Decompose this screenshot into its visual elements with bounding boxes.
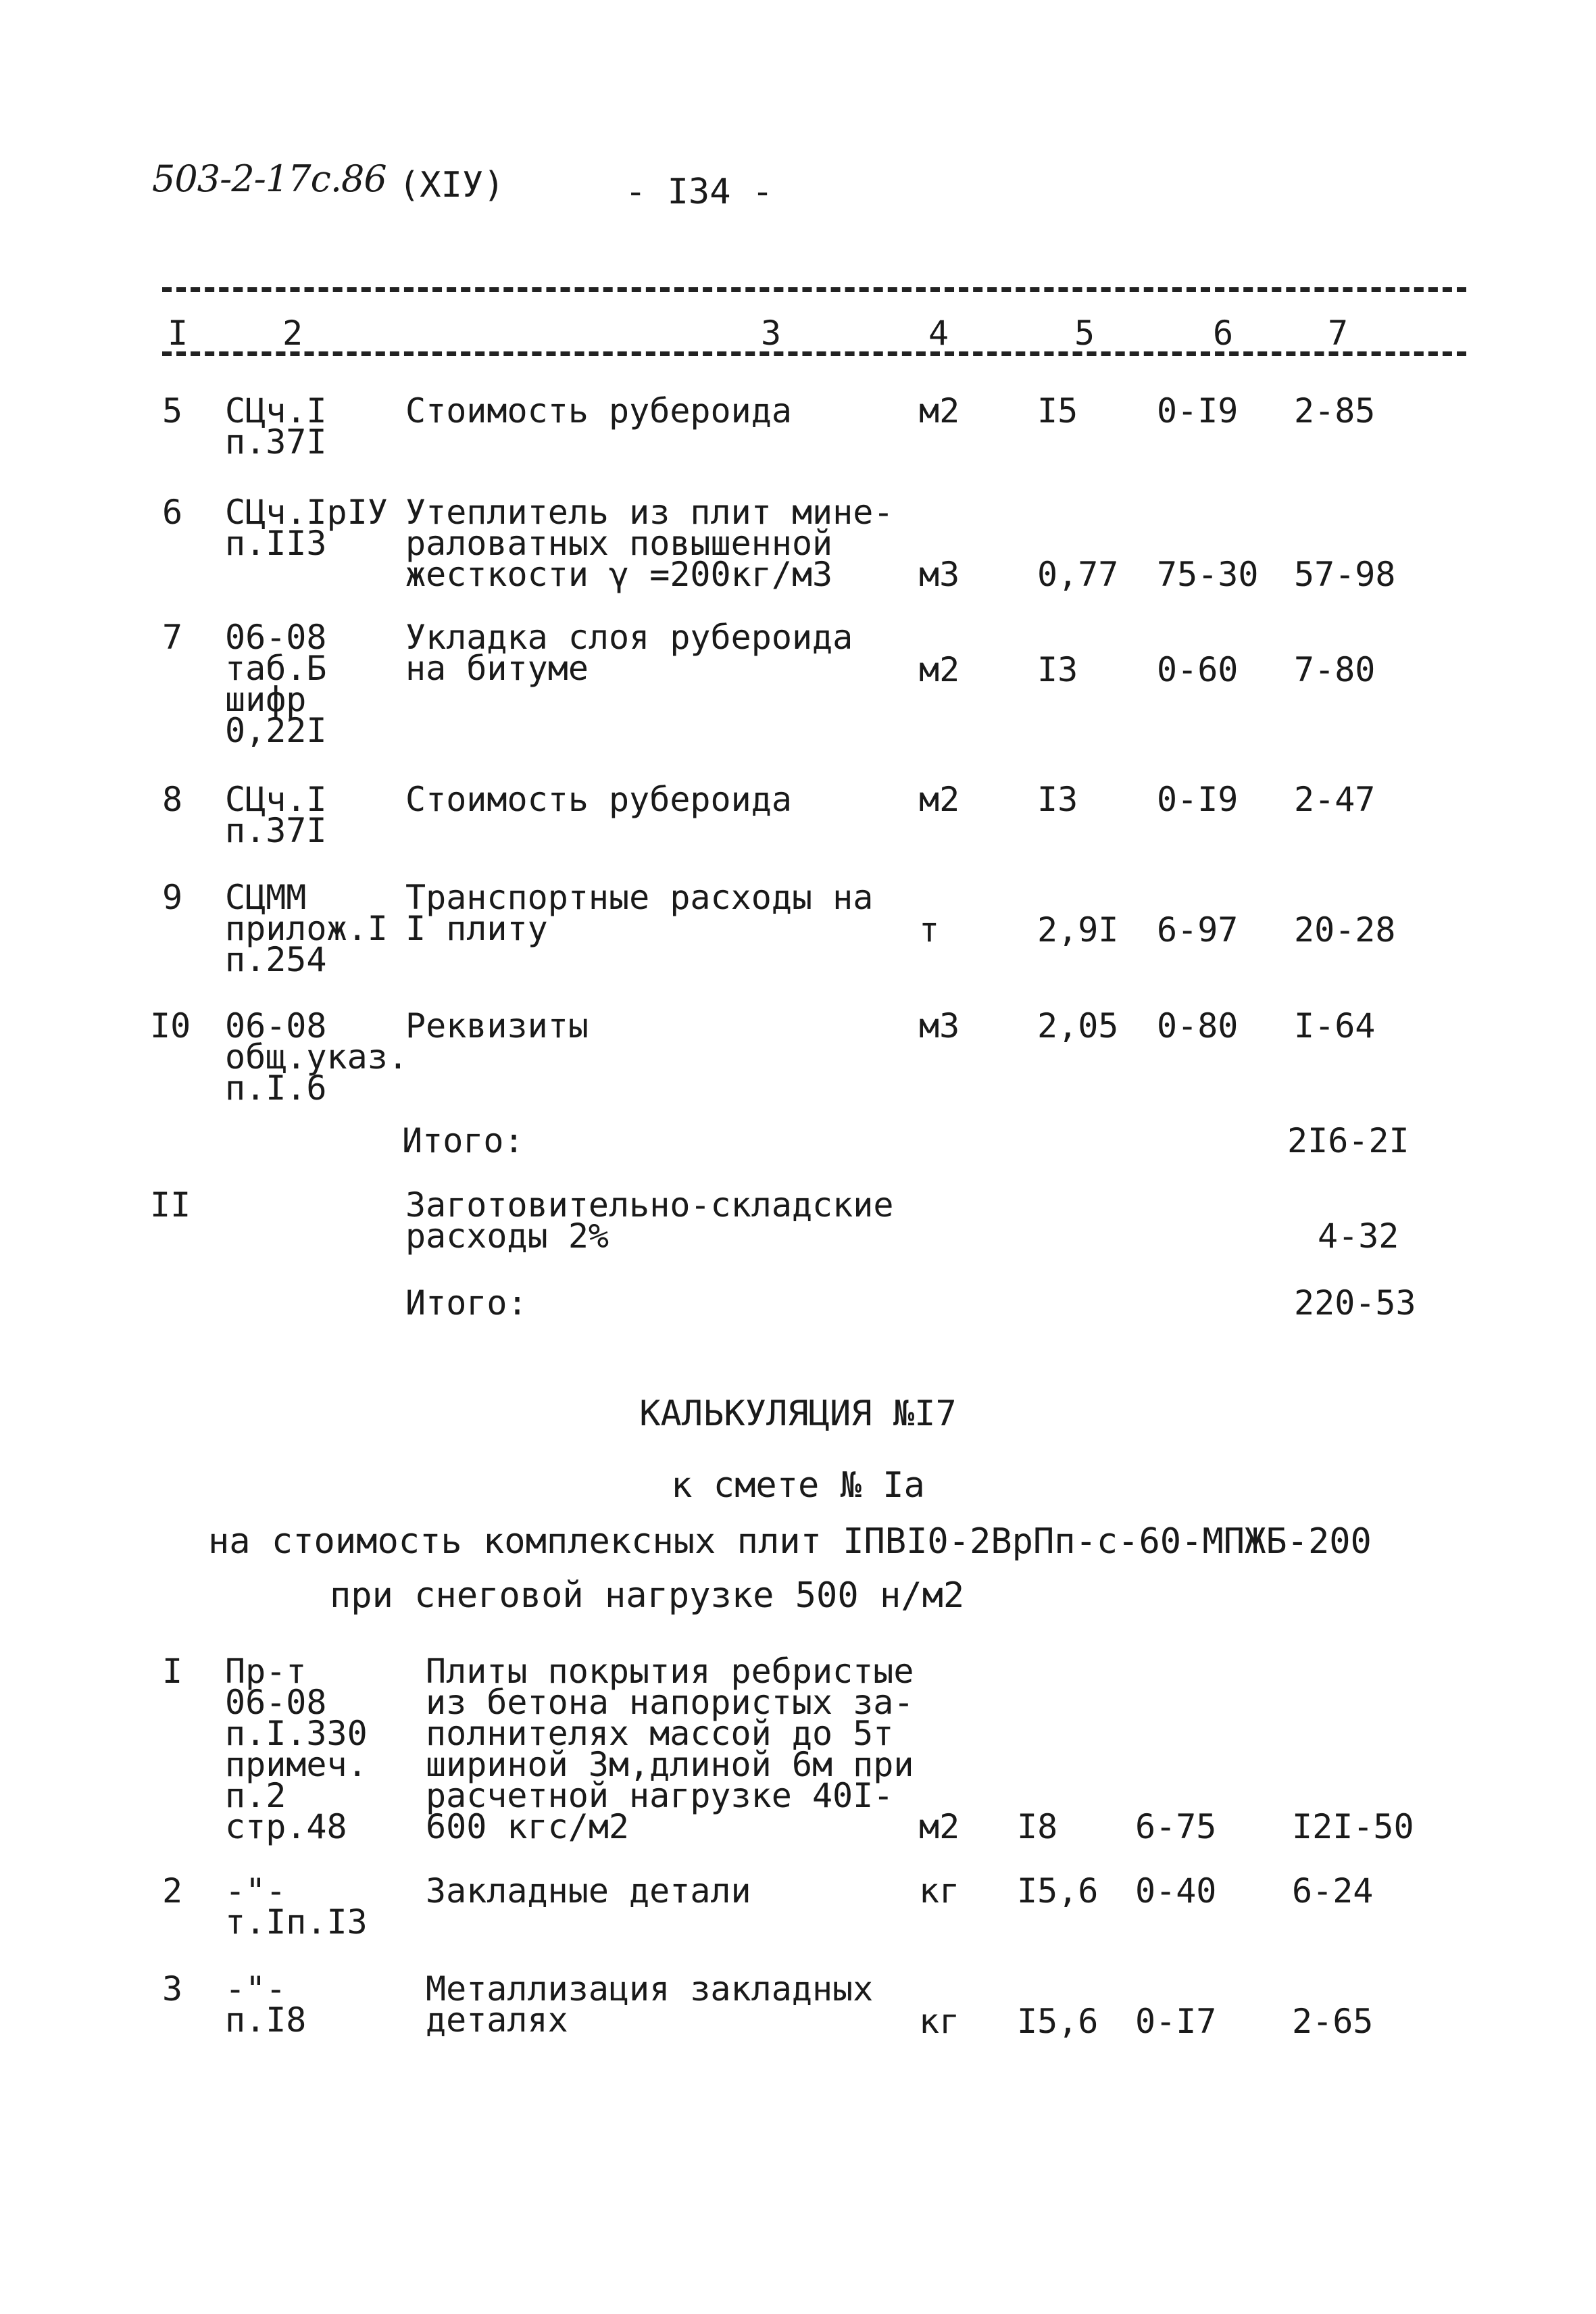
col-number-4: 4 [928, 314, 949, 353]
row-quantity: 2,9I [1037, 910, 1119, 950]
row-code: 06-08 общ.указ. п.I.6 [225, 1006, 408, 1108]
row-description: Укладка слоя рубероида на битуме [405, 618, 853, 688]
row-number: I [162, 1652, 183, 1691]
col-number-7: 7 [1328, 314, 1349, 353]
row-price: 0-I9 [1157, 780, 1239, 819]
row-quantity: I8 [1017, 1807, 1058, 1846]
row-description: Заготовительно-складские расходы 2% [405, 1185, 894, 1256]
row-price: 0-80 [1157, 1006, 1239, 1045]
total-value: 220-53 [1294, 1283, 1416, 1323]
row-code: 06-08 таб.Б шифр 0,22I [225, 618, 327, 750]
row-total: 4-32 [1318, 1216, 1399, 1256]
row-unit: м2 [919, 650, 960, 689]
row-price: 6-97 [1157, 910, 1239, 950]
row-quantity: I3 [1037, 650, 1078, 689]
row-description: Закладные детали [426, 1871, 751, 1911]
subtotal-value: 2I6-2I [1287, 1121, 1410, 1160]
row-price: 0-I9 [1157, 391, 1239, 430]
row-price: 0-40 [1135, 1871, 1217, 1911]
row-number: 6 [162, 493, 183, 532]
row-quantity: 2,05 [1037, 1006, 1119, 1045]
row-unit: м3 [919, 555, 960, 594]
row-number: 2 [162, 1871, 183, 1911]
row-unit: кг [919, 2002, 960, 2041]
calculation-description-line1: на стоимость комплексных плит IПВI0-2ВрПп-с-60-МПЖБ-200 [208, 1521, 1372, 1562]
section-number: (XIУ) [399, 165, 505, 205]
row-number: II [150, 1185, 191, 1225]
calculation-subtitle: к смете № Iа [671, 1465, 925, 1506]
row-total: 20-28 [1294, 910, 1396, 950]
row-unit: м2 [919, 780, 960, 819]
row-number: 9 [162, 878, 183, 917]
row-number: 5 [162, 391, 183, 430]
page-number: - I34 - [625, 172, 774, 212]
row-code: СЦч.I п.37I [225, 391, 327, 462]
row-price: 0-60 [1157, 650, 1239, 689]
calculation-title: КАЛЬКУЛЯЦИЯ №I7 [639, 1394, 957, 1434]
row-unit: м3 [919, 1006, 960, 1045]
row-quantity: I5,6 [1017, 1871, 1099, 1911]
subtotal-label: Итого: [402, 1121, 524, 1160]
row-code: Пр-т 06-08 п.I.330 примеч. п.2 стр.48 [225, 1652, 368, 1846]
row-unit: м2 [919, 1807, 960, 1846]
row-quantity: I5 [1037, 391, 1078, 430]
row-description: Металлизация закладных деталях [426, 1969, 874, 2040]
row-total: 2-47 [1294, 780, 1376, 819]
row-code: СЦч.I п.37I [225, 780, 327, 850]
row-code: -"- т.Iп.I3 [225, 1871, 368, 1942]
row-description: Реквизиты [405, 1006, 589, 1045]
row-quantity: 0,77 [1037, 555, 1119, 594]
row-unit: м2 [919, 391, 960, 430]
row-number: 7 [162, 618, 183, 657]
col-number-1: I [168, 314, 189, 353]
row-total: 57-98 [1294, 555, 1396, 594]
document-code: 503-2-17с.86 [152, 157, 386, 200]
row-price: 75-30 [1157, 555, 1259, 594]
row-code: СЦММ прилож.I п.254 [225, 878, 388, 979]
row-total: 2-65 [1292, 2002, 1374, 2041]
row-description: Стоимость рубероида [405, 780, 792, 819]
col-number-5: 5 [1074, 314, 1095, 353]
row-number: 3 [162, 1969, 183, 2009]
row-unit: кг [919, 1871, 960, 1911]
row-number: I0 [150, 1006, 191, 1045]
row-total: I2I-50 [1292, 1807, 1414, 1846]
row-description: Транспортные расходы на I плиту [405, 878, 874, 948]
col-number-3: 3 [761, 314, 782, 353]
calculation-description-line2: при снеговой нагрузке 500 н/м2 [330, 1575, 965, 1616]
row-price: 0-I7 [1135, 2002, 1217, 2041]
row-description: Стоимость рубероида [405, 391, 792, 430]
row-total: 2-85 [1294, 391, 1376, 430]
row-number: 8 [162, 780, 183, 819]
row-description: Утеплитель из плит мине- раловатных повышенной жесткости γ =200кг/м3 [405, 493, 894, 594]
row-code: СЦч.IрIУ п.II3 [225, 493, 388, 563]
header-dashed-rule [162, 351, 1466, 356]
row-unit: т [919, 910, 940, 950]
top-dashed-rule [162, 287, 1466, 292]
total-label: Итого: [405, 1283, 528, 1323]
row-code: -"- п.I8 [225, 1969, 307, 2040]
row-price: 6-75 [1135, 1807, 1217, 1846]
row-quantity: I5,6 [1017, 2002, 1099, 2041]
row-description: Плиты покрытия ребристые из бетона напористых за- полнителях массой до 5т шириной 3м,длиной 6м при расчетной нагрузке 40I- 600 кгс/м2 [426, 1652, 914, 1846]
col-number-2: 2 [282, 314, 303, 353]
row-total: I-64 [1294, 1006, 1376, 1045]
col-number-6: 6 [1213, 314, 1234, 353]
row-quantity: I3 [1037, 780, 1078, 819]
row-total: 7-80 [1294, 650, 1376, 689]
row-total: 6-24 [1292, 1871, 1374, 1911]
